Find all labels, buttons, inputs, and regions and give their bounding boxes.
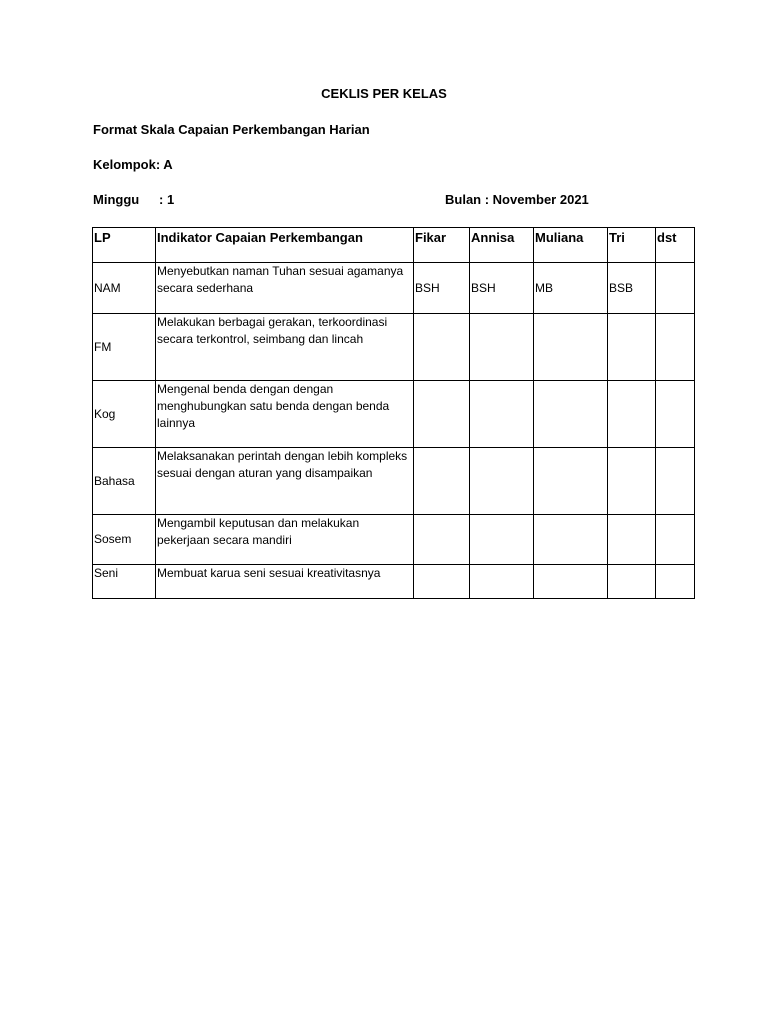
table-row [93, 448, 695, 515]
score-cell [414, 314, 470, 381]
indikator-cell: Membuat karua seni sesuai kreativitasnya [156, 565, 414, 599]
lp-cell: FM [93, 314, 156, 381]
header-annisa: Annisa [470, 228, 534, 263]
score-cell [534, 565, 608, 599]
score-cell [608, 448, 656, 515]
score-cell [470, 448, 534, 515]
score-cell [414, 565, 470, 599]
kelompok-label: Kelompok: A [93, 157, 173, 172]
score-cell [656, 314, 695, 381]
document-subtitle: Format Skala Capaian Perkembangan Harian [93, 122, 370, 137]
table-row [93, 515, 695, 565]
score-cell: BSH [414, 263, 470, 314]
score-cell [534, 448, 608, 515]
header-tri: Tri [608, 228, 656, 263]
table-header-row [93, 228, 695, 263]
table-row [93, 263, 695, 314]
score-cell: MB [534, 263, 608, 314]
score-cell [534, 314, 608, 381]
score-cell [470, 515, 534, 565]
score-cell [534, 381, 608, 448]
score-cell [656, 565, 695, 599]
minggu-line [93, 192, 175, 208]
table-row [93, 314, 695, 381]
indikator-cell: Mengambil keputusan dan melakukan pekerjaan secara mandiri [156, 515, 414, 565]
score-cell: BSH [470, 263, 534, 314]
table-row [93, 565, 695, 599]
score-cell [656, 263, 695, 314]
indikator-cell: Mengenal benda dengan dengan menghubungkan satu benda dengan benda lainnya [156, 381, 414, 448]
indikator-cell: Menyebutkan naman Tuhan sesuai agamanya secara sederhana [156, 263, 414, 314]
header-fikar: Fikar [414, 228, 470, 263]
score-cell [470, 314, 534, 381]
lp-cell: Seni [93, 565, 156, 599]
minggu-value: : 1 [159, 192, 175, 207]
score-cell [534, 515, 608, 565]
header-dst: dst [656, 228, 695, 263]
score-cell [656, 515, 695, 565]
indikator-cell: Melakukan berbagai gerakan, terkoordinasi secara terkontrol, seimbang dan lincah [156, 314, 414, 381]
score-cell [608, 381, 656, 448]
lp-cell: NAM [93, 263, 156, 314]
score-cell [608, 515, 656, 565]
score-cell [656, 381, 695, 448]
header-indikator: Indikator Capaian Perkembangan [156, 228, 414, 263]
score-cell [414, 381, 470, 448]
score-cell [608, 314, 656, 381]
bulan-label: Bulan : November 2021 [445, 192, 589, 207]
checklist-table [92, 227, 695, 599]
indikator-cell: Melaksanakan perintah dengan lebih kompleks sesuai dengan aturan yang disampaikan [156, 448, 414, 515]
table-row [93, 381, 695, 448]
score-cell [470, 565, 534, 599]
lp-cell: Kog [93, 381, 156, 448]
score-cell [414, 515, 470, 565]
minggu-label: Minggu [93, 192, 140, 207]
page-title: CEKLIS PER KELAS [321, 86, 447, 101]
score-cell: BSB [608, 263, 656, 314]
score-cell [470, 381, 534, 448]
header-muliana: Muliana [534, 228, 608, 263]
lp-cell: Sosem [93, 515, 156, 565]
score-cell [656, 448, 695, 515]
score-cell [414, 448, 470, 515]
header-lp: LP [93, 228, 156, 263]
score-cell [608, 565, 656, 599]
lp-cell: Bahasa [93, 448, 156, 515]
